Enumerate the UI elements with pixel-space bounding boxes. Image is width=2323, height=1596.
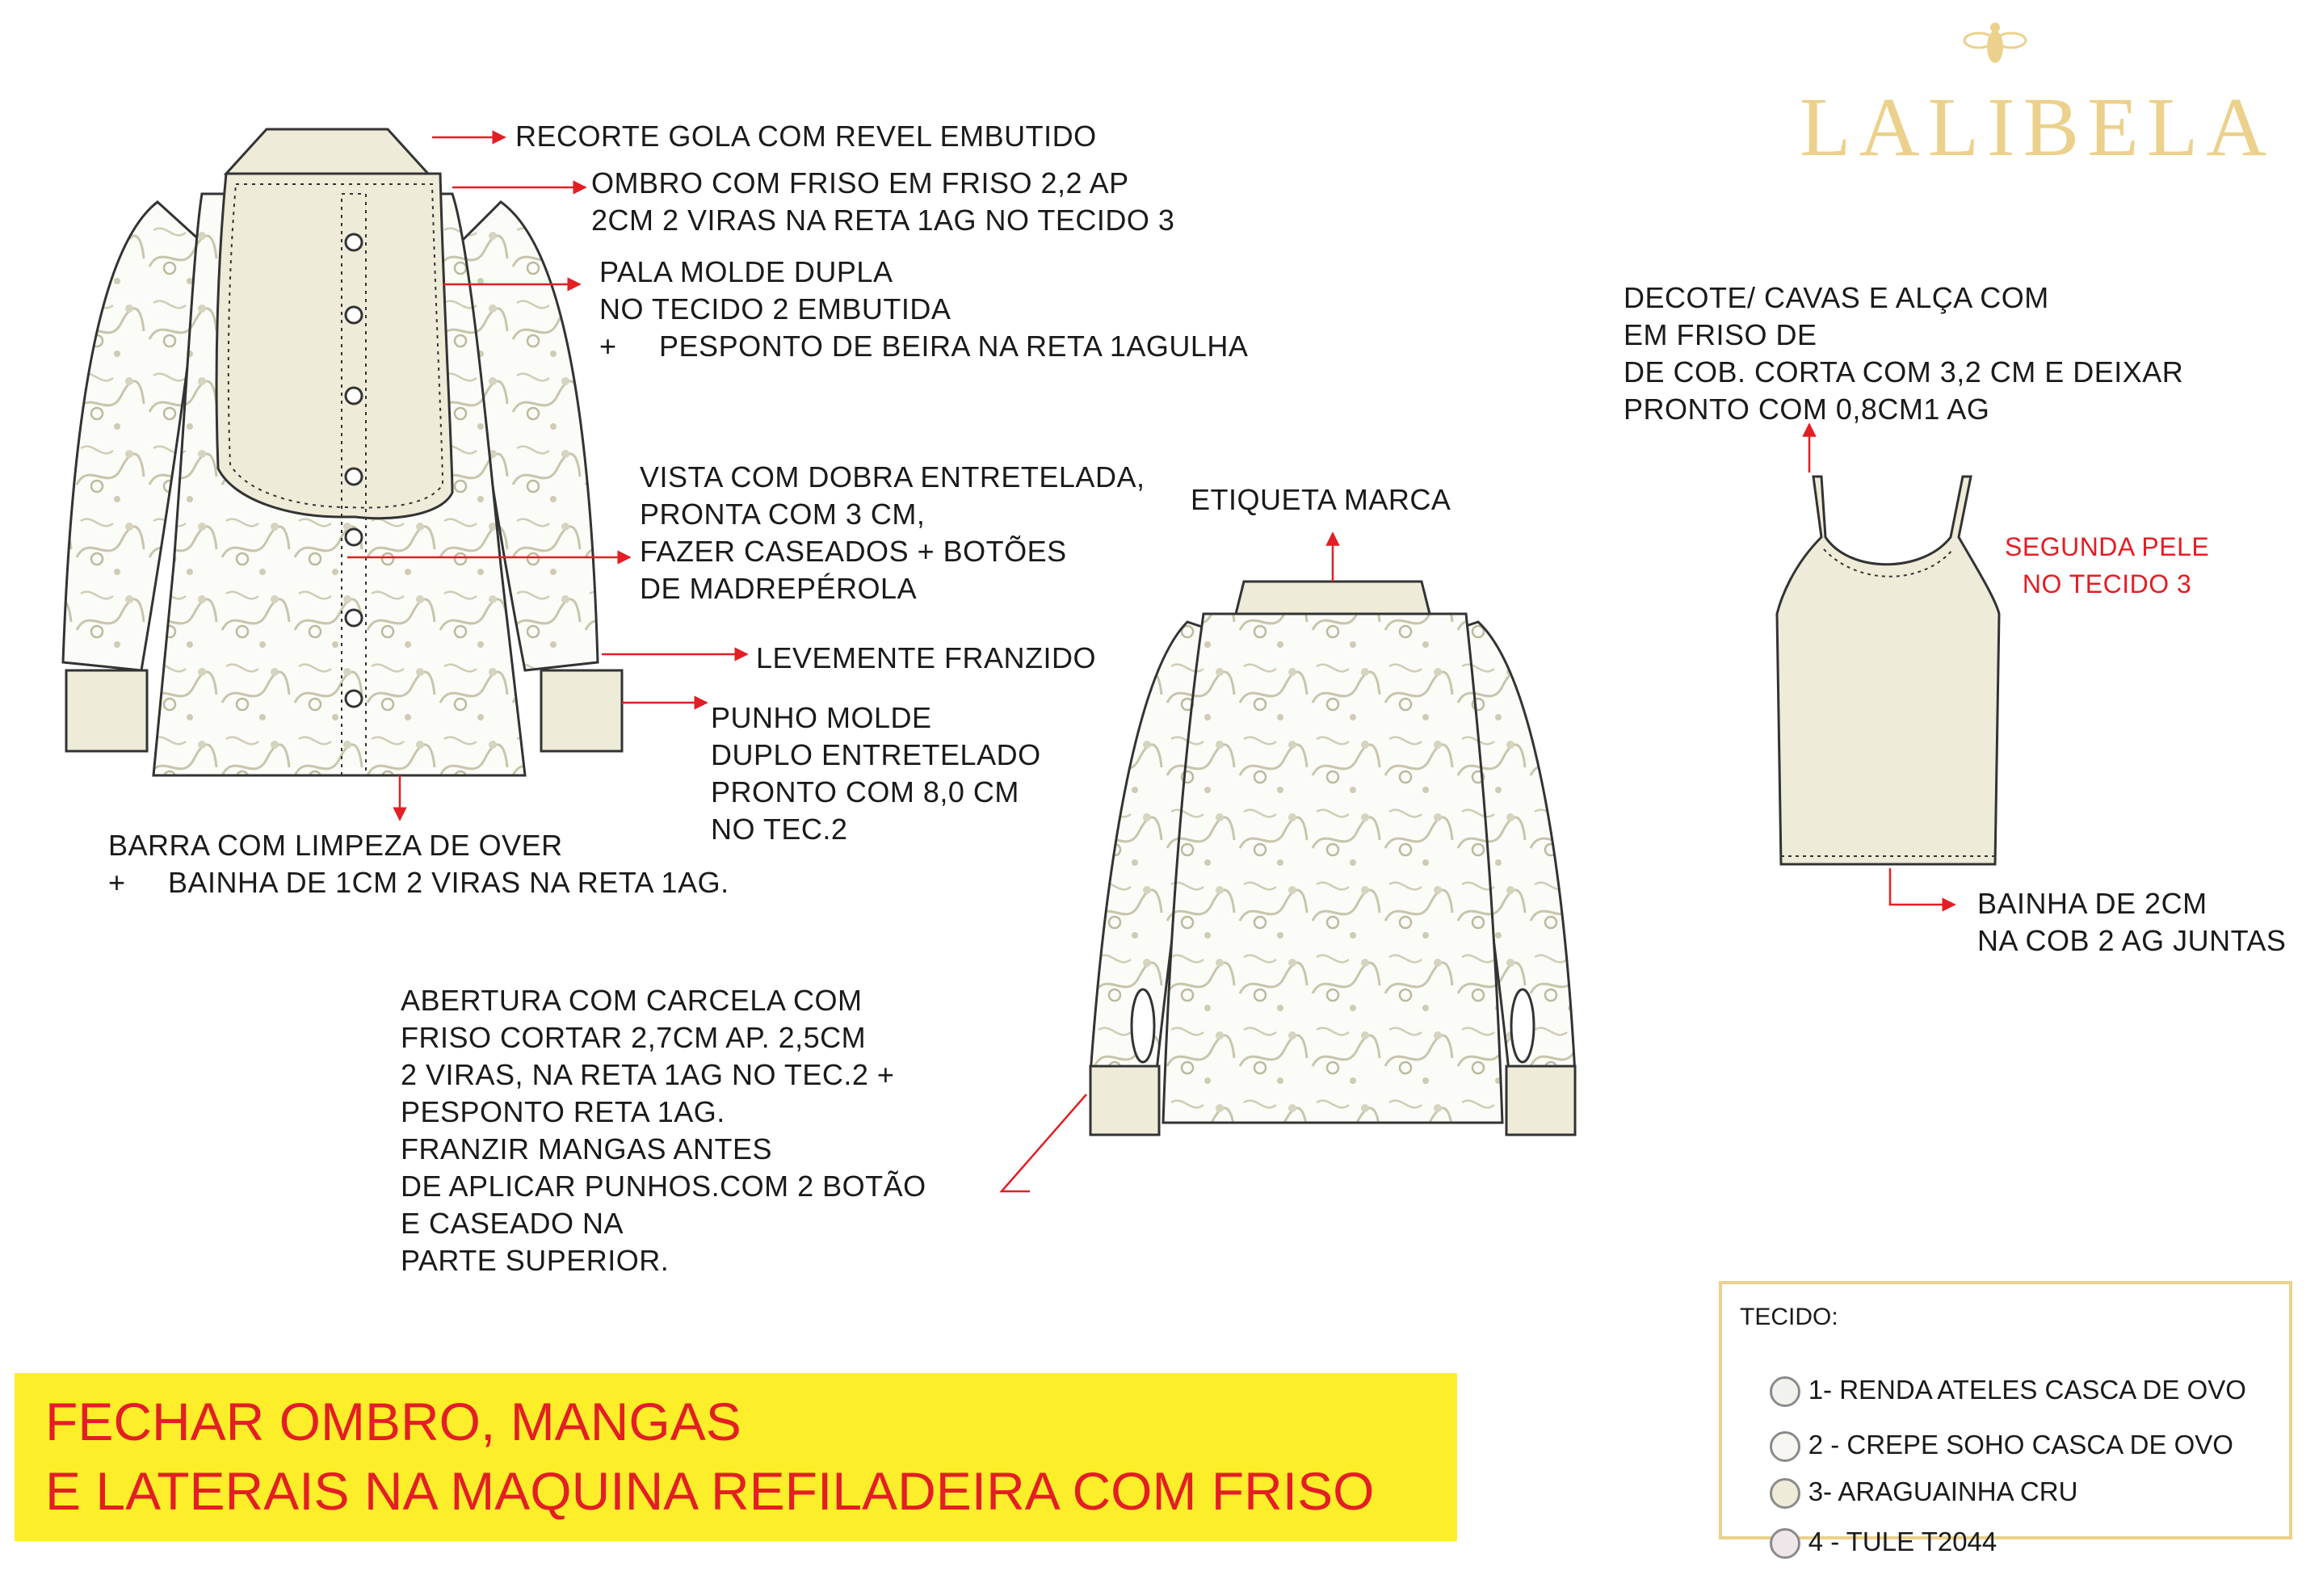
legend-item-label: 4 - TULE T2044 [1808,1527,1997,1556]
fabric-swatch-icon [1770,1528,1800,1559]
legend-item-label: 2 - CREPE SOHO CASCA DE OVO [1808,1430,2233,1460]
bee-logo-icon [1964,23,2026,63]
note-barra: BARRA COM LIMPEZA DE OVER + BAINHA DE 1CM 2 VIRAS NA RETA 1AG. [108,829,729,899]
legend-title: TECIDO: [1740,1304,1838,1330]
front-blouse-drawing [63,129,622,775]
note-decote: DECOTE/ CAVAS E ALÇA COM EM FRISO DE DE COB. CORTA COM 3,2 CM E DEIXAR PRONTO COM 0,8CM1 AG [1624,281,2184,426]
note-etiqueta: ETIQUETA MARCA [1191,483,1451,516]
legend-item [1740,1496,1997,1590]
banner-line-1: FECHAR OMBRO, MANGAS [45,1392,741,1451]
legend-item-label: 3- ARAGUAINHA CRU [1808,1476,2078,1506]
fabric-legend [1719,1281,2292,1556]
note-bainha-top: BAINHA DE 2CM NA COB 2 AG JUNTAS [1977,887,2287,957]
note-franzido: LEVEMENTE FRANZIDO [756,641,1097,674]
instruction-banner [15,1373,1457,1541]
note-vista: VISTA COM DOBRA ENTRETELADA, PRONTA COM 3 CM, FAZER CASEADOS + BOTÕES DE MADREPÉROLA [640,460,1145,605]
note-gola: RECORTE GOLA COM REVEL EMBUTIDO [515,120,1097,153]
note-segunda-pele: SEGUNDA PELE NO TECIDO 3 [2005,532,2210,598]
banner-line-2: E LATERAIS NA MAQUINA REFILADEIRA COM FRISO [45,1461,1375,1521]
brand-logo: LALIBELA [1800,81,2275,174]
camisole-drawing [1777,477,1999,864]
back-blouse-drawing [1090,582,1575,1135]
legend-item-label: 1- RENDA ATELES CASCA DE OVO [1808,1375,2246,1405]
note-ombro: OMBRO COM FRISO EM FRISO 2,2 AP 2CM 2 VIRAS NA RETA 1AG NO TECIDO 3 [591,166,1175,237]
note-pala: PALA MOLDE DUPLA NO TECIDO 2 EMBUTIDA + PESPONTO DE BEIRA NA RETA 1AGULHA [599,255,1249,363]
note-punho: PUNHO MOLDE DUPLO ENTRETELADO PRONTO COM 8,0 CM NO TEC.2 [711,701,1041,846]
note-abertura: ABERTURA COM CARCELA COM FRISO CORTAR 2,7CM AP. 2,5CM 2 VIRAS, NA RETA 1AG NO TEC.2 + PESPONTO RETA 1AG. FRANZIR MANGAS ANTES DE APLICAR PUNHOS.COM 2 BOTÃO E CASEADO NA PARTE SUPERIOR. [401,984,926,1277]
